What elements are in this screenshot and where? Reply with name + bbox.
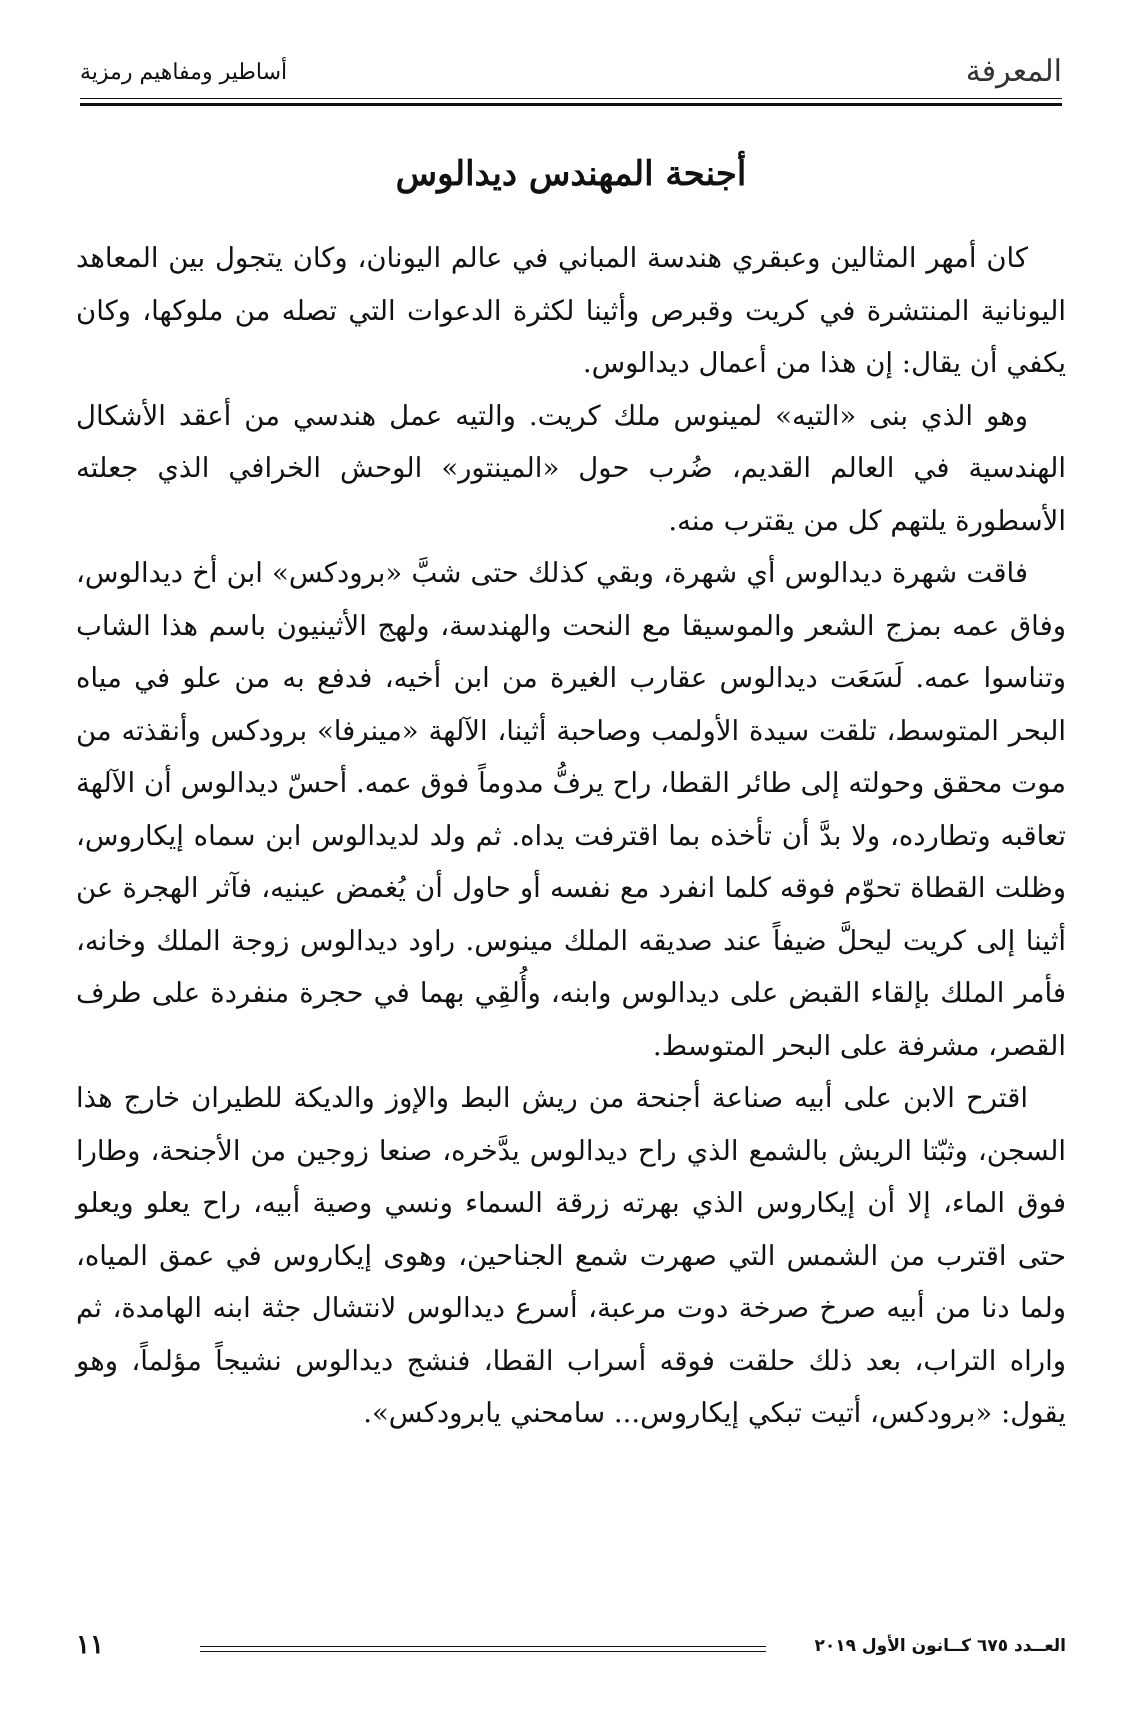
header-rule-thick <box>80 103 1062 106</box>
article-body <box>76 232 1066 1440</box>
paragraph: كان أمهر المثالين وعبقري هندسة المباني في عالم اليونان، وكان يتجول بين المعاهد اليونانية المنتشرة في كريت وقبرص وأثينا لكثرة الدعوات التي تصله من ملوكها، وكان يكفي أن يقال: إن هذا من أعمال ديدالوس. <box>76 242 1066 379</box>
header-rule-thin <box>80 98 1062 99</box>
journal-logo: المعرفة <box>965 54 1062 89</box>
issue-info: العــدد ٦٧٥ كــانون الأول ٢٠١٩ <box>814 1636 1066 1656</box>
page-number: ١١ <box>76 1630 104 1660</box>
article-title: أجنحة المهندس ديدالوس <box>395 154 747 194</box>
page-footer <box>76 1630 1066 1676</box>
footer-rule <box>200 1646 766 1652</box>
section-title: أساطير ومفاهيم رمزية <box>80 60 288 85</box>
paragraph: فاقت شهرة ديدالوس أي شهرة، وبقي كذلك حتى شبَّ «برودكس» ابن أخ ديدالوس، وفاق عمه بمزج الشعر والموسيقا مع النحت والهندسة، ولهج الأثينيون باسم هذا الشاب وتناسوا عمه. لَسَعَت ديدالوس عقارب الغيرة من ابن أخيه، فدفع به من علو في مياه البحر المتوسط، تلقت سيدة الأولمب وصاحبة أثينا، الآلهة «مينرفا» برودكس وأنقذته من موت محقق وحولته إلى طائر القطا، راح يرفُّ مدوماً فوق عمه. أحسّ ديدالوس أن الآلهة تعاقبه وتطارده، ولا بدَّ أن تأخذه بما اقترفت يداه. ثم ولد لديدالوس ابن سماه إيكاروس، وظلت القطاة تحوّم فوقه كلما انفرد مع نفسه أو حاول أن يُغمض عينيه، فآثر الهجرة عن أثينا إلى كريت ليحلَّ ضيفاً عند صديقه الملك مينوس. راود ديدالوس زوجة الملك وخانه، فأمر الملك بإلقاء القبض على ديدالوس وابنه، وأُلقِي بهما في حجرة منفردة على طرف القصر، مشرفة على البحر المتوسط. <box>76 557 1066 1062</box>
page-header <box>80 50 1062 98</box>
paragraph: اقترح الابن على أبيه صناعة أجنحة من ريش البط والإوز والديكة للطيران خارج هذا السجن، وثبّتا الريش بالشمع الذي راح ديدالوس يدَّخره، صنعا زوجين من الأجنحة، وطارا فوق الماء، إلا أن إيكاروس الذي بهرته زرقة السماء ونسي وصية أبيه، راح يعلو ويعلو حتى اقترب من الشمس التي صهرت شمع الجناحين، وهوى إيكاروس في عمق المياه، ولما دنا من أبيه صرخ صرخة دوت مرعبة، أسرع ديدالوس لانتشال جثة ابنه الهامدة، ثم واراه التراب، بعد ذلك حلقت فوقه أسراب القطا، فنشج ديدالوس نشيجاً مؤلماً، وهو يقول: «برودكس، أتيت تبكي إيكاروس... سامحني يابرودكس». <box>76 1082 1066 1429</box>
paragraph: وهو الذي بنى «التيه» لمينوس ملك كريت. والتيه عمل هندسي من أعقد الأشكال الهندسية في العالم القديم، ضُرب حول «المينتور» الوحش الخرافي الذي جعلته الأسطورة يلتهم كل من يقترب منه. <box>76 399 1066 537</box>
